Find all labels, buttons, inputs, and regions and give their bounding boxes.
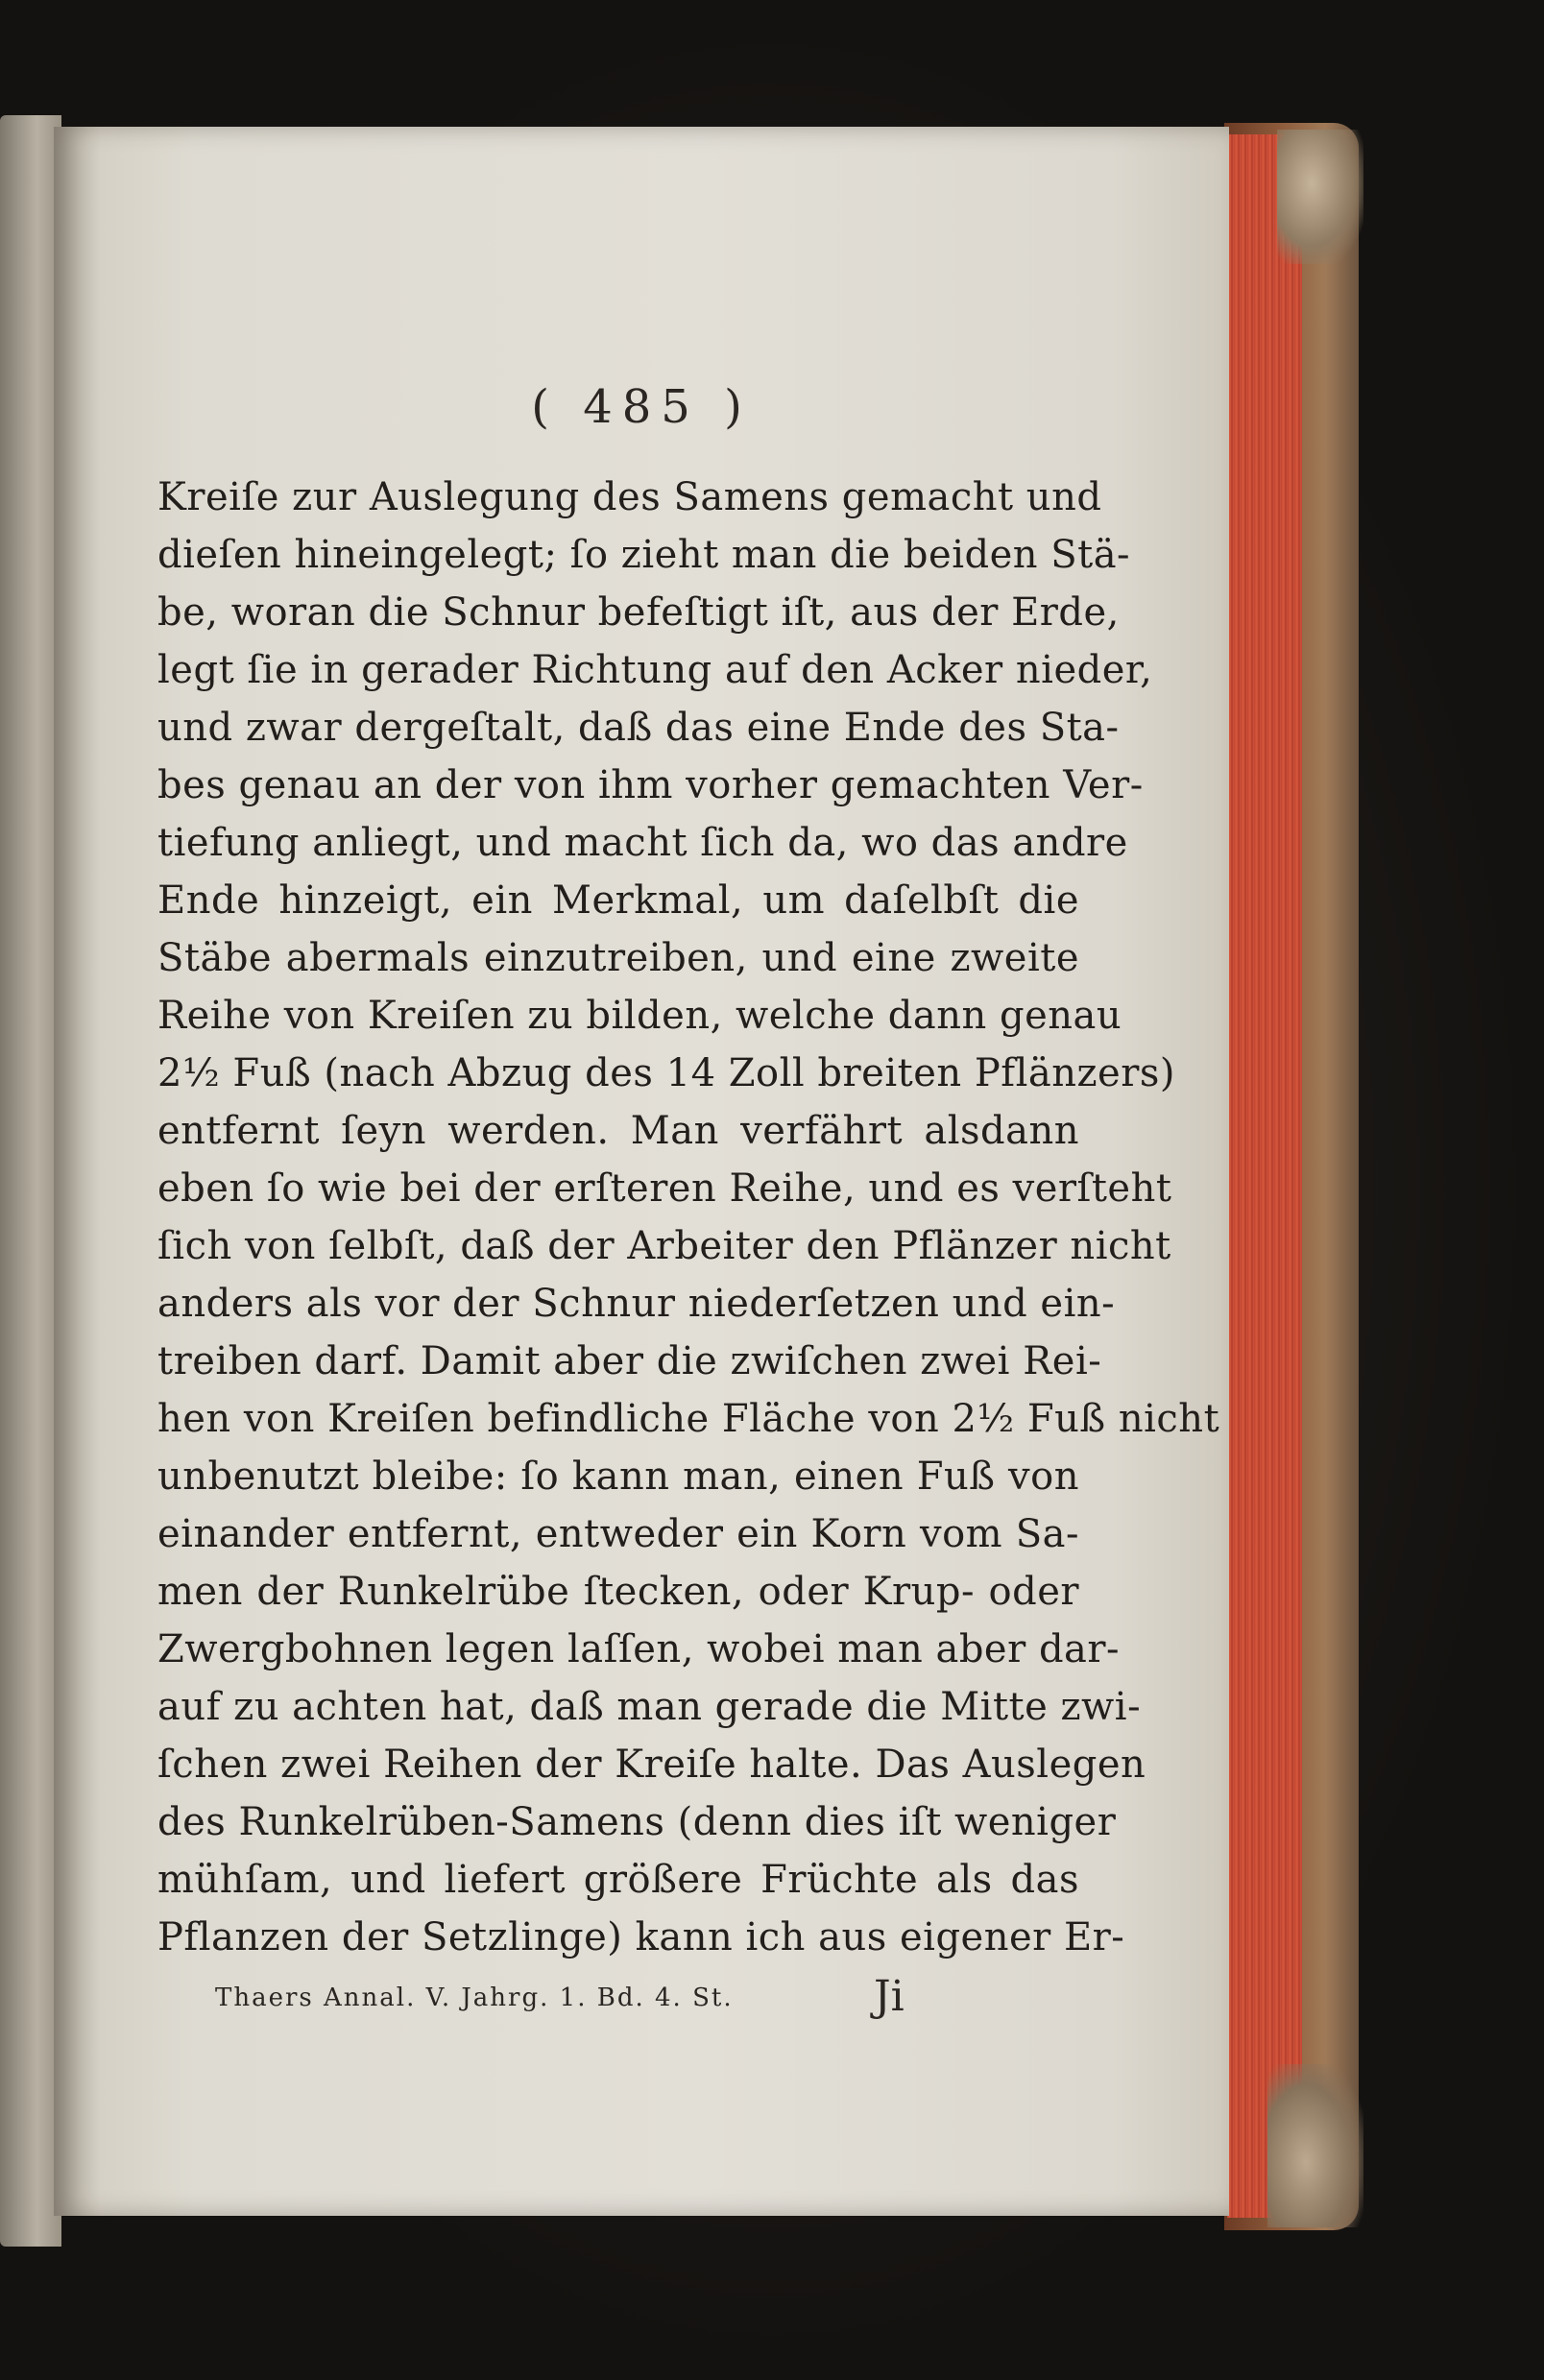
- red-page-edges: [1227, 134, 1302, 2218]
- text-line: ſich von ſelbſt, daß der Arbeiter den Pflänzer nicht: [157, 1224, 1171, 1268]
- text-line: eben ſo wie bei der erſteren Reihe, und es verſteht: [157, 1166, 1172, 1211]
- text-line: tiefung anliegt, und macht ſich da, wo das andre: [157, 821, 1128, 865]
- text-line: ſchen zwei Reihen der Kreiſe halte. Das Auslegen: [157, 1743, 1146, 1787]
- text-line: entfernt ſeyn werden. Man verfährt alsdann: [157, 1109, 1079, 1153]
- text-line: mühſam, und liefert größere Früchte als das: [157, 1858, 1079, 1902]
- text-line: treiben darf. Damit aber die zwiſchen zwei Rei-: [157, 1339, 1102, 1383]
- text-line: hen von Kreiſen befindliche Fläche von 2½ Fuß nicht: [157, 1397, 1220, 1441]
- text-line: des Runkelrüben-Samens (denn dies iſt weniger: [157, 1800, 1117, 1844]
- text-line: Reihe von Kreiſen zu bilden, welche dann genau: [157, 994, 1122, 1038]
- text-line: 2½ Fuß (nach Abzug des 14 Zoll breiten Pflänzers): [157, 1051, 1175, 1095]
- text-line: unbenutzt bleibe: ſo kann man, einen Fuß von: [157, 1454, 1079, 1499]
- text-line: men der Runkelrübe ſtecken, oder Krup- oder: [157, 1570, 1079, 1614]
- text-line: und zwar dergeſtalt, daß das eine Ende des Sta-: [157, 706, 1120, 750]
- worn-corner-bottom: [1267, 2064, 1363, 2227]
- text-line: Zwergbohnen legen laſſen, wobei man aber dar-: [157, 1627, 1121, 1671]
- page-footer: [157, 1972, 1079, 2028]
- body-text: [157, 469, 1220, 1966]
- book-page: [54, 127, 1229, 2216]
- text-line: anders als vor der Schnur niederſetzen und ein-: [157, 1282, 1116, 1326]
- left-page-edge: [0, 115, 61, 2247]
- page-number: ( 485 ): [531, 380, 752, 434]
- text-line: legt ſie in gerader Richtung auf den Acker nieder,: [157, 648, 1153, 692]
- text-line: be, woran die Schnur befeſtigt iſt, aus der Erde,: [157, 590, 1120, 635]
- footer-signature: Thaers Annal. V. Jahrg. 1. Bd. 4. St.: [215, 1983, 734, 2012]
- text-line: einander entfernt, entweder ein Korn vom Sa-: [157, 1512, 1079, 1556]
- worn-corner-top: [1277, 130, 1363, 264]
- text-line: bes genau an der von ihm vorher gemachten Ver-: [157, 763, 1144, 807]
- text-line: auf zu achten hat, daß man gerade die Mitte zwi-: [157, 1685, 1142, 1729]
- sheet-mark: Ji: [874, 1972, 905, 2021]
- text-line: Ende hinzeigt, ein Merkmal, um daſelbſt die: [157, 878, 1079, 923]
- text-line: dieſen hineingelegt; ſo zieht man die beiden Stä-: [157, 533, 1131, 577]
- text-line: Stäbe abermals einzutreiben, und eine zweite: [157, 936, 1079, 980]
- text-line: Kreiſe zur Auslegung des Samens gemacht und: [157, 475, 1102, 519]
- text-line: Pflanzen der Setzlinge) kann ich aus eigener Er-: [157, 1915, 1125, 1959]
